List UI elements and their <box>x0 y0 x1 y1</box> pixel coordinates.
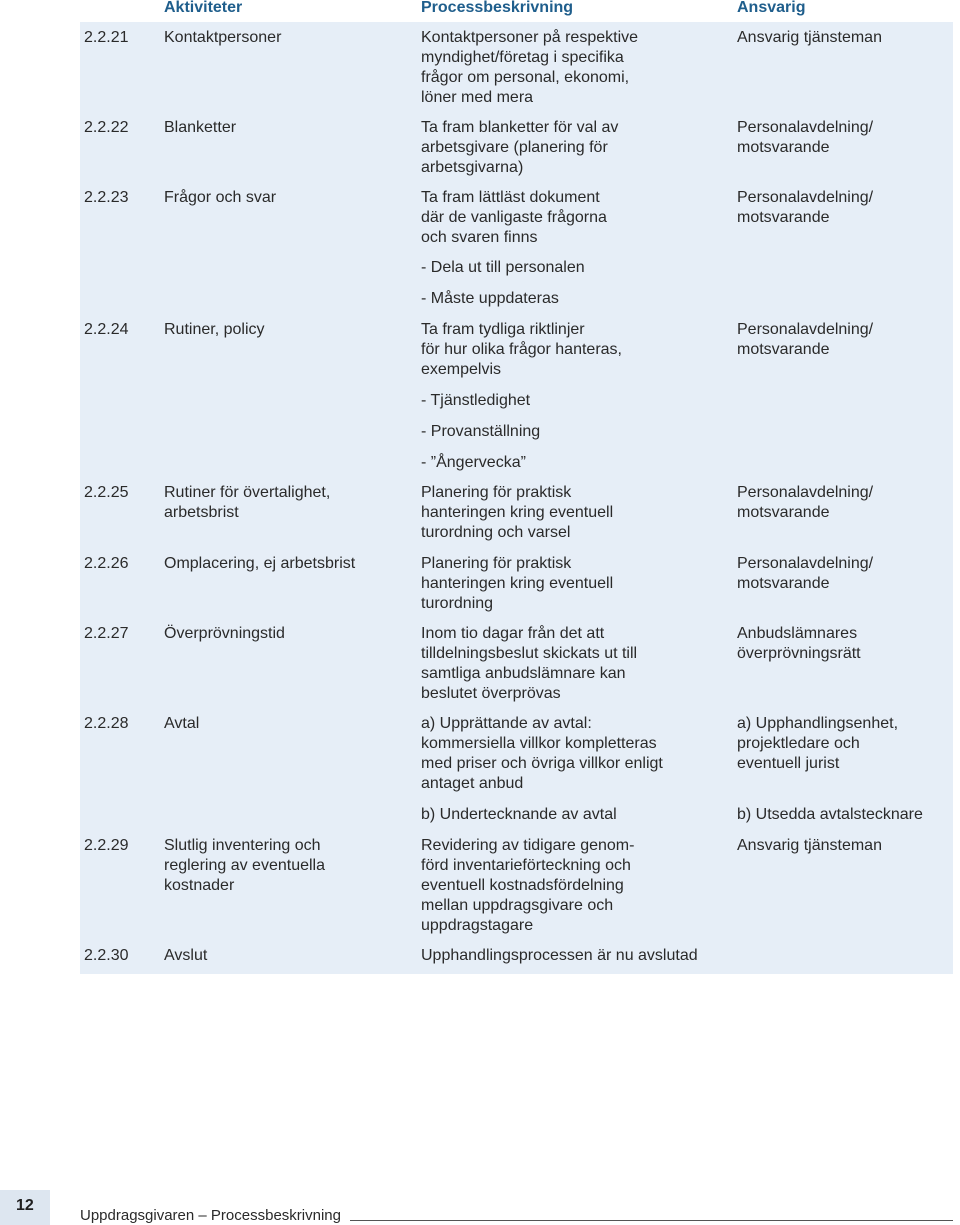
process-text: där de vanligaste frågorna <box>421 209 607 226</box>
row-number: 2.2.29 <box>84 837 129 854</box>
row-number: 2.2.21 <box>84 29 129 46</box>
responsible-text: Personalavdelning/ <box>737 484 874 501</box>
activity-text: Frågor och svar <box>164 189 277 206</box>
responsible-text: Anbudslämnares <box>737 625 858 642</box>
process-text: samtliga anbudslämnare kan <box>421 665 626 682</box>
responsible-text: projektledare och <box>737 735 860 752</box>
responsible-text: eventuell jurist <box>737 755 840 772</box>
process-text: Ta fram tydliga riktlinjer <box>421 321 585 338</box>
responsible-text: Ansvarig tjänsteman <box>737 837 882 854</box>
process-text: arbetsgivarna) <box>421 159 524 176</box>
responsible-text: motsvarande <box>737 504 830 521</box>
activity-text: Överprövningstid <box>164 625 285 642</box>
responsible-text: Personalavdelning/ <box>737 189 874 206</box>
activity-text: Slutlig inventering och <box>164 837 321 854</box>
responsible-text: överprövningsrätt <box>737 645 861 662</box>
activity-text: Avtal <box>164 715 200 732</box>
row-number: 2.2.23 <box>84 189 129 206</box>
process-text: b) Undertecknande av avtal <box>421 806 617 823</box>
process-text: a) Upprättande av avtal: <box>421 715 592 732</box>
footer-rule <box>350 1220 953 1221</box>
process-text: tilldelningsbeslut skickats ut till <box>421 645 638 662</box>
activity-text: Rutiner för övertalighet, <box>164 484 331 501</box>
responsible-text: a) Upphandlingsenhet, <box>737 715 899 732</box>
process-text: Planering för praktisk <box>421 484 572 501</box>
process-text: Planering för praktisk <box>421 555 572 572</box>
process-subitem: - Dela ut till personalen <box>421 259 585 276</box>
process-text: Ta fram lättläst dokument <box>421 189 600 206</box>
process-text: förd inventarieförteckning och <box>421 857 631 874</box>
activity-text: Avslut <box>164 947 208 964</box>
process-text: frågor om personal, ekonomi, <box>421 69 630 86</box>
process-text: hanteringen kring eventuell <box>421 575 614 592</box>
row-number: 2.2.26 <box>84 555 129 572</box>
process-subitem: - ”Ångervecka” <box>421 454 526 471</box>
process-text: uppdragstagare <box>421 917 534 934</box>
responsible-text: motsvarande <box>737 575 830 592</box>
responsible-text: Personalavdelning/ <box>737 555 874 572</box>
process-text: och svaren finns <box>421 229 538 246</box>
activity-text: kostnader <box>164 877 235 894</box>
row-number: 2.2.24 <box>84 321 129 338</box>
process-text: Revidering av tidigare genom- <box>421 837 635 854</box>
activity-text: reglering av eventuella <box>164 857 325 874</box>
responsible-text: Ansvarig tjänsteman <box>737 29 882 46</box>
process-text: löner med mera <box>421 89 534 106</box>
header-process: Processbeskrivning <box>421 0 574 16</box>
responsible-text: motsvarande <box>737 139 830 156</box>
process-text: kommersiella villkor kompletteras <box>421 735 657 752</box>
responsible-text: Personalavdelning/ <box>737 119 874 136</box>
process-subitem: - Provanställning <box>421 423 541 440</box>
activity-text: Blanketter <box>164 119 237 136</box>
header-responsible: Ansvarig <box>737 0 806 16</box>
process-text: eventuell kostnadsfördelning <box>421 877 624 894</box>
activity-text: arbetsbrist <box>164 504 239 521</box>
process-text: Ta fram blanketter för val av <box>421 119 619 136</box>
activity-text: Rutiner, policy <box>164 321 265 338</box>
process-text: exempelvis <box>421 361 502 378</box>
row-number: 2.2.22 <box>84 119 129 136</box>
process-subitem: - Måste uppdateras <box>421 290 559 307</box>
activity-text: Omplacering, ej arbetsbrist <box>164 555 356 572</box>
responsible-text: Personalavdelning/ <box>737 321 874 338</box>
process-text: turordning och varsel <box>421 524 571 541</box>
process-text: Kontaktpersoner på respektive <box>421 29 639 46</box>
process-text: mellan uppdragsgivare och <box>421 897 614 914</box>
responsible-text: motsvarande <box>737 341 830 358</box>
activity-text: Kontaktpersoner <box>164 29 282 46</box>
process-text: Upphandlingsprocessen är nu avslutad <box>421 947 698 964</box>
process-text: Inom tio dagar från det att <box>421 625 605 642</box>
responsible-text: b) Utsedda avtalstecknare <box>737 806 923 823</box>
process-text: antaget anbud <box>421 775 524 792</box>
row-number: 2.2.30 <box>84 947 129 964</box>
footer-title: Uppdragsgivaren – Processbeskrivning <box>80 1207 341 1224</box>
row-number: 2.2.25 <box>84 484 129 501</box>
row-number: 2.2.28 <box>84 715 129 732</box>
header-activities: Aktiviteter <box>164 0 243 16</box>
process-text: beslutet överprövas <box>421 685 561 702</box>
process-subitem: - Tjänstledighet <box>421 392 531 409</box>
page-number: 12 <box>16 1197 34 1214</box>
row-number: 2.2.27 <box>84 625 129 642</box>
process-text: med priser och övriga villkor enligt <box>421 755 663 772</box>
process-text: arbetsgivare (planering för <box>421 139 608 156</box>
responsible-text: motsvarande <box>737 209 830 226</box>
process-text: turordning <box>421 595 494 612</box>
process-text: för hur olika frågor hanteras, <box>421 341 622 358</box>
process-text: hanteringen kring eventuell <box>421 504 614 521</box>
process-text: myndighet/företag i specifika <box>421 49 624 66</box>
